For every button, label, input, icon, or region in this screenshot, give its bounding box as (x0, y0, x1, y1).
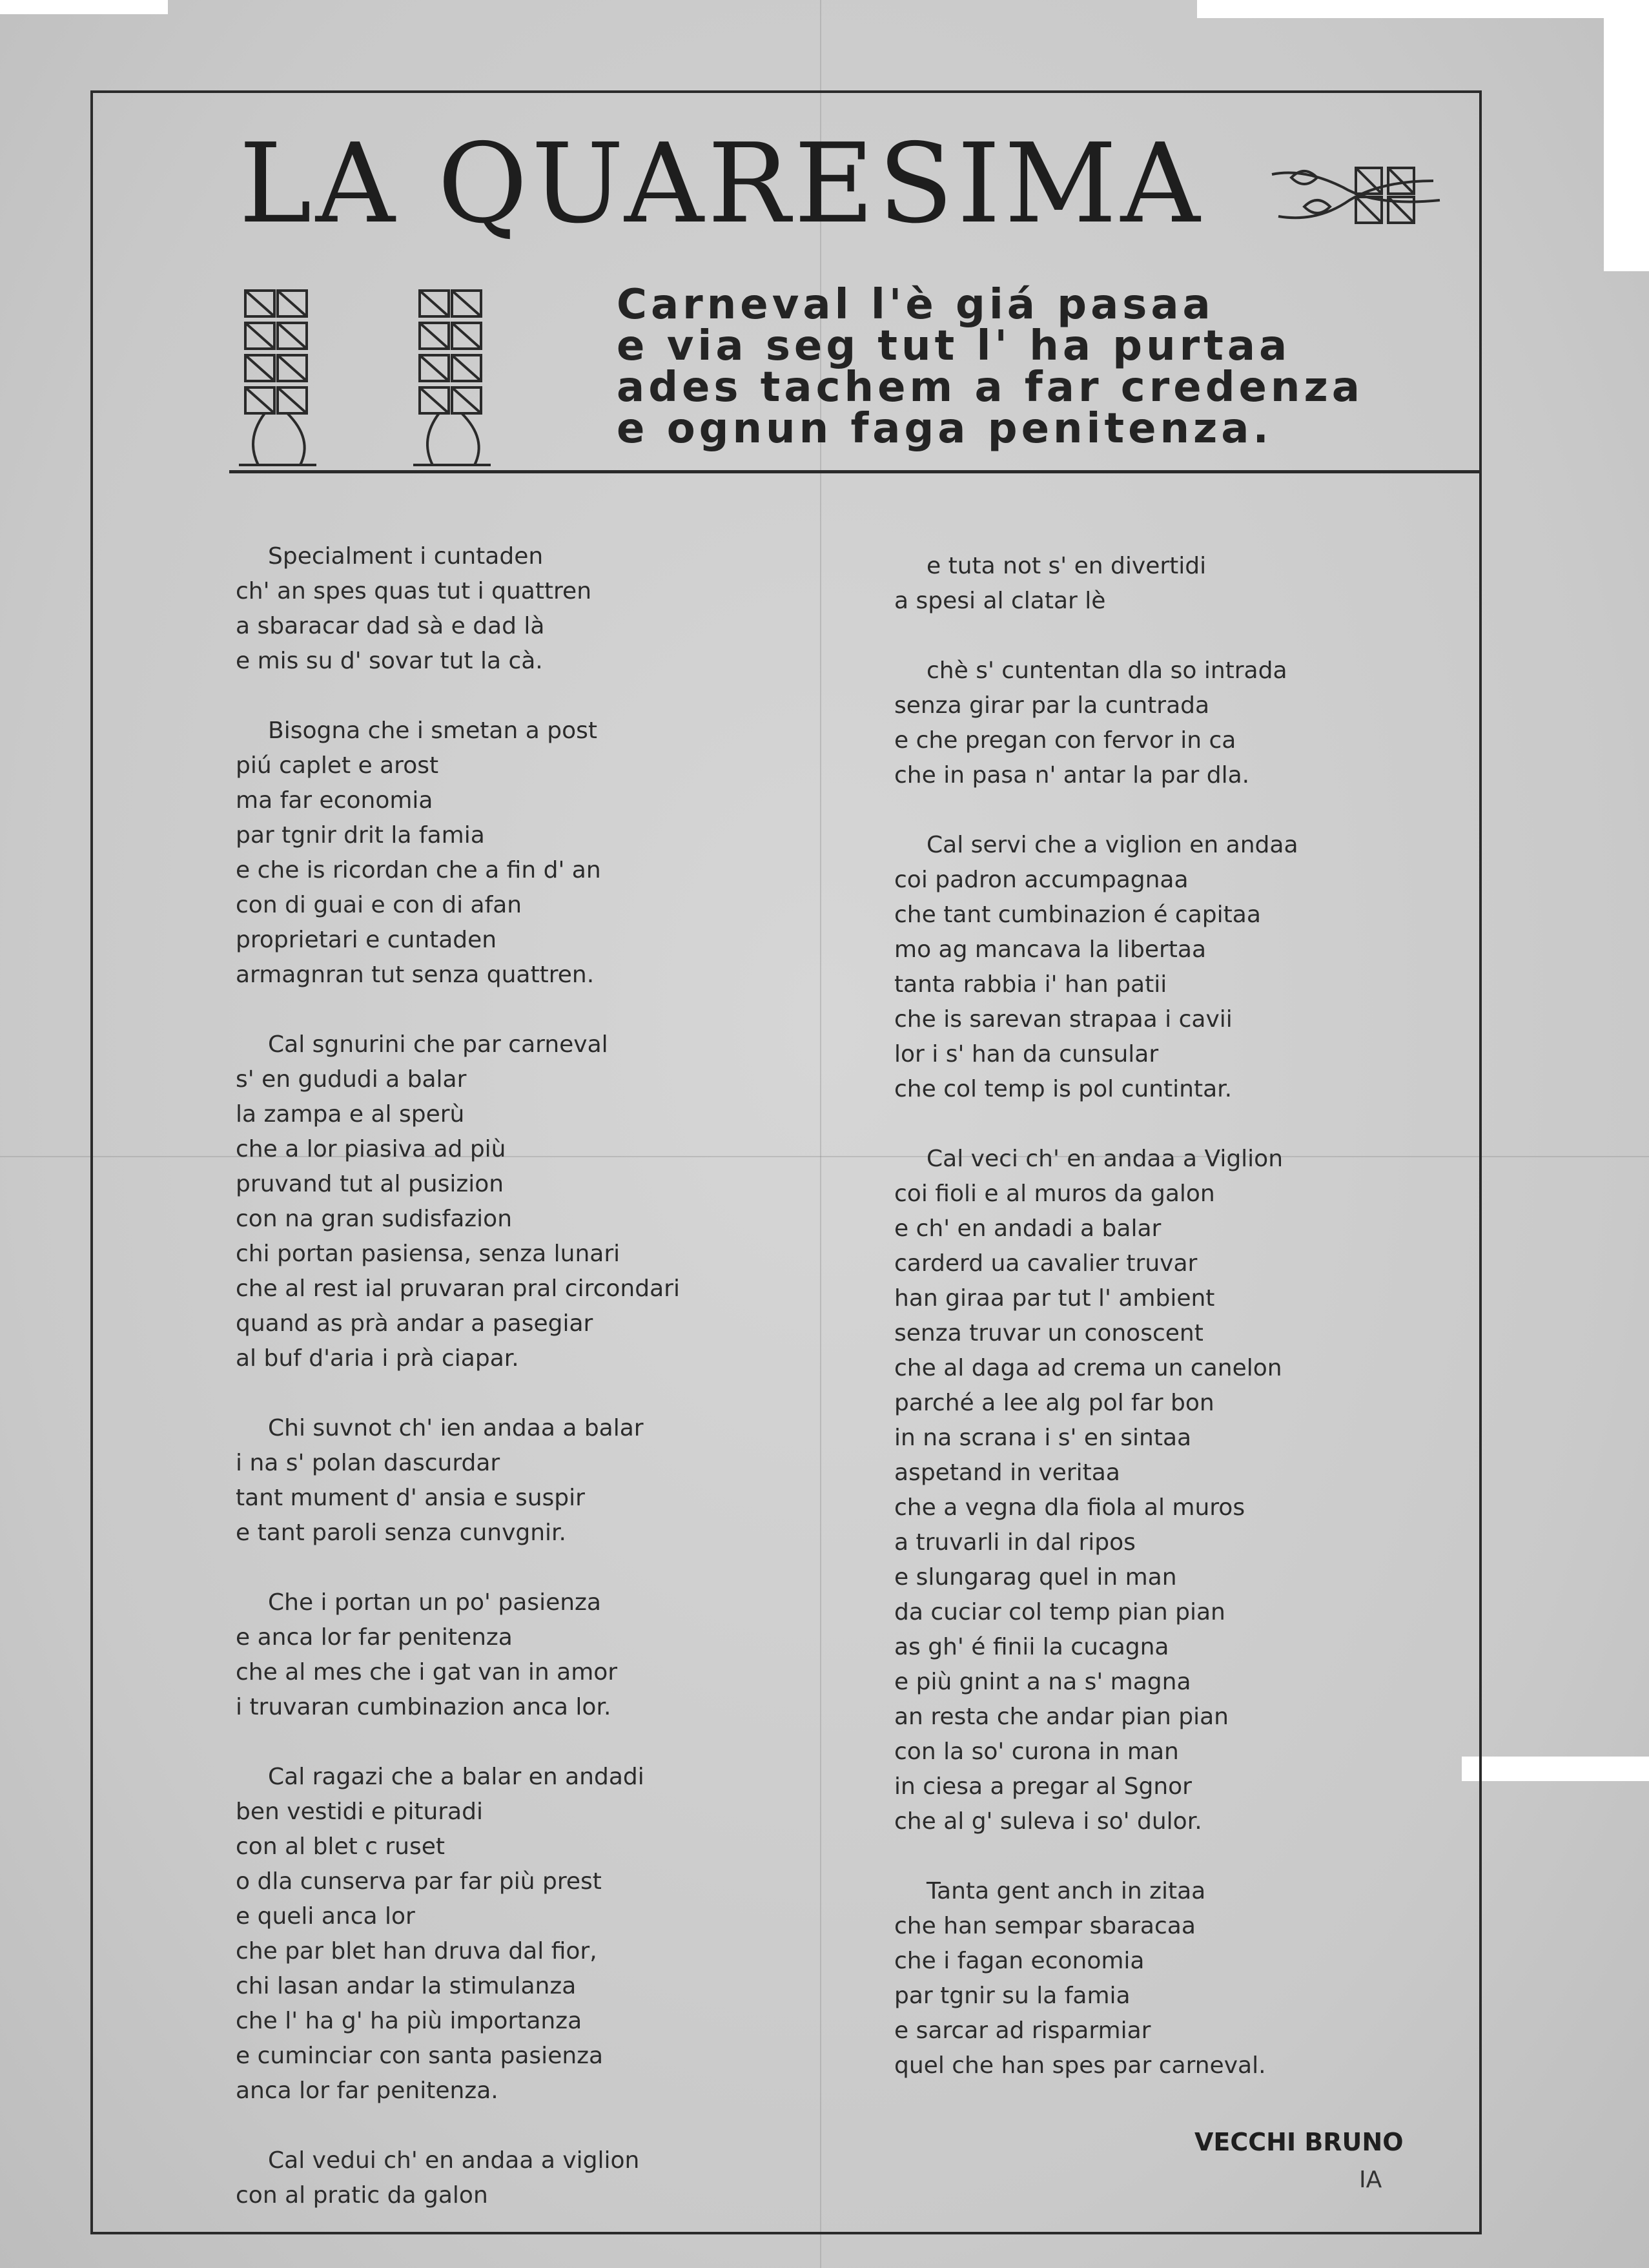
poem-line: an resta che andar pian pian (894, 1704, 1229, 1730)
poem-line: armagnran tut senza quattren. (236, 962, 595, 988)
poem-line: che par blet han druva dal fior, (236, 1938, 597, 1964)
poem-line: a truvarli in dal ripos (894, 1529, 1136, 1556)
poem-line: par tgnir drit la famia (236, 822, 485, 849)
poem-line: che al mes che i gat van in amor (236, 1659, 618, 1686)
poem-line: che i fagan economia (894, 1948, 1145, 1974)
poem-stanza (894, 549, 1449, 619)
poem-line: i truvaran cumbinazion anca lor. (236, 1694, 611, 1720)
epigraph-line: e ognun faga penitenza. (617, 405, 1273, 453)
poem-line: senza truvar un conoscent (894, 1320, 1203, 1346)
poem-line: Chi suvnot ch' ien andaa a balar (268, 1415, 644, 1441)
poem-stanza (236, 1760, 817, 2108)
poem-line: da cuciar col temp pian pian (894, 1599, 1225, 1625)
poem-line: proprietari e cuntaden (236, 927, 497, 953)
poem-line: con di guai e con di afan (236, 892, 522, 918)
poem-line: e che pregan con fervor in ca (894, 727, 1236, 754)
poem-line: tant mument d' ansia e suspir (236, 1485, 585, 1511)
poem-stanza (894, 1874, 1449, 2083)
poem-line: par tgnir su la famia (894, 1983, 1131, 2009)
poem-line: che is sarevan strapaa i cavii (894, 1006, 1233, 1033)
poem-line: che al rest ial pruvaran pral circondari (236, 1275, 680, 1302)
poem-stanza (894, 654, 1449, 793)
poem-stanza (236, 2143, 817, 2213)
poem-left-column (236, 539, 817, 2248)
poem-line: che al g' suleva i so' dulor. (894, 1808, 1202, 1835)
author-signature: VECCHI BRUNO (1194, 2128, 1404, 2156)
poem-line: e tuta not s' en divertidi (927, 553, 1207, 579)
poem-line: aspetand in veritaa (894, 1459, 1120, 1486)
poem-line: chi portan pasiensa, senza lunari (236, 1241, 620, 1267)
torn-corner (1604, 0, 1649, 271)
poem-line: ben vestidi e pituradi (236, 1799, 483, 1825)
poem-line: la zampa e al sperù (236, 1101, 465, 1128)
leaf-column-icon (232, 284, 323, 471)
leaf-column-icon (407, 284, 497, 471)
poem-stanza (894, 828, 1449, 1107)
poem-line: piú caplet e arost (236, 752, 439, 779)
poem-line: che a vegna dla fiola al muros (894, 1494, 1245, 1521)
poem-line: chi lasan andar la stimulanza (236, 1973, 577, 1999)
epigraph (617, 281, 1456, 453)
poem-line: pruvand tut al pusizion (236, 1171, 504, 1197)
header-divider (229, 470, 1482, 473)
poem-line: ma far economia (236, 787, 433, 814)
epigraph-line: ades tachem a far credenza (617, 364, 1364, 411)
poem-line: con al blet c ruset (236, 1833, 446, 1860)
poem-stanza (236, 539, 817, 679)
poem-line: che a lor piasiva ad più (236, 1136, 506, 1162)
poem-line: che l' ha g' ha più importanza (236, 2008, 582, 2034)
poem-line: quand as prà andar a pasegiar (236, 1310, 593, 1337)
poem-line: con al pratic da galon (236, 2182, 488, 2209)
poem-line: e anca lor far penitenza (236, 1624, 513, 1651)
poem-line: che tant cumbinazion é capitaa (894, 902, 1261, 928)
poem-line: e più gnint a na s' magna (894, 1669, 1191, 1695)
poem-line: che han sempar sbaracaa (894, 1913, 1196, 1939)
poem-line: a sbaracar dad sà e dad là (236, 613, 545, 639)
poem-line: e cuminciar con santa pasienza (236, 2043, 604, 2069)
poem-line: Bisogna che i smetan a post (268, 717, 597, 744)
poem-line: e queli anca lor (236, 1903, 415, 1930)
poem-line: e sarcar ad risparmiar (894, 2017, 1151, 2044)
poem-line: e ch' en andadi a balar (894, 1215, 1162, 1242)
poem-line: in na scrana i s' en sintaa (894, 1425, 1192, 1451)
poem-line: carderd ua cavalier truvar (894, 1250, 1198, 1277)
poem-line: Cal veci ch' en andaa a Viglion (927, 1146, 1284, 1172)
poem-stanza (236, 1585, 817, 1725)
poem-line: Cal servi che a viglion en andaa (927, 832, 1298, 858)
poem-stanza (236, 1027, 817, 1376)
poem-line: o dla cunserva par far più prest (236, 1868, 602, 1895)
poem-line: quel che han spes par carneval. (894, 2052, 1266, 2079)
epigraph-line: Carneval l'è giá pasaa (617, 281, 1214, 329)
torn-corner (0, 0, 168, 14)
poem-line: Che i portan un po' pasienza (268, 1589, 601, 1616)
poem-line: e mis su d' sovar tut la cà. (236, 648, 543, 674)
poem-line: coi padron accumpagnaa (894, 867, 1189, 893)
poem-line: s' en gududi a balar (236, 1066, 467, 1093)
leaf-ornament-icon (1265, 161, 1446, 232)
poem-line: as gh' é finii la cucagna (894, 1634, 1169, 1660)
poem-stanza (236, 714, 817, 993)
poem-line: Tanta gent anch in zitaa (927, 1878, 1206, 1904)
poem-line: parché a lee alg pol far bon (894, 1390, 1214, 1416)
poem-line: Cal sgnurini che par carneval (268, 1031, 608, 1058)
poem-line: chè s' cuntentan dla so intrada (927, 657, 1287, 684)
poem-line: tanta rabbia i' han patii (894, 971, 1167, 998)
poem-line: in ciesa a pregar al Sgnor (894, 1773, 1192, 1800)
poem-right-column (894, 549, 1449, 2118)
poem-line: Specialment i cuntaden (268, 543, 544, 570)
poem-line: con la so' curona in man (894, 1738, 1179, 1765)
poem-line: lor i s' han da cunsular (894, 1041, 1159, 1067)
poem-line: a spesi al clatar lè (894, 588, 1106, 614)
poem-line: ch' an spes quas tut i quattren (236, 578, 592, 604)
poem-line: che in pasa n' antar la par dla. (894, 762, 1250, 789)
poem-line: al buf d'aria i prà ciapar. (236, 1345, 519, 1372)
poem-stanza (236, 1411, 817, 1551)
epigraph-line: e via seg tut l' ha purtaa (617, 322, 1291, 370)
poem-line: e tant paroli senza cunvgnir. (236, 1520, 566, 1546)
page-title: LA QUARESIMA (239, 120, 1204, 248)
poem-line: coi fioli e al muros da galon (894, 1180, 1215, 1207)
poem-line: e slungarag quel in man (894, 1564, 1177, 1591)
poem-line: con na gran sudisfazion (236, 1206, 513, 1232)
poem-line: che col temp is pol cuntintar. (894, 1076, 1233, 1102)
printer-initials: IA (1359, 2167, 1382, 2193)
poem-line: Cal vedui ch' en andaa a viglion (268, 2147, 640, 2174)
poem-line: che al daga ad crema un canelon (894, 1355, 1282, 1381)
poem-stanza (894, 1142, 1449, 1839)
poem-line: mo ag mancava la libertaa (894, 936, 1207, 963)
poem-line: Cal ragazi che a balar en andadi (268, 1764, 644, 1790)
poem-line: han giraa par tut l' ambient (894, 1285, 1215, 1312)
poem-line: i na s' polan dascurdar (236, 1450, 500, 1476)
torn-edge (1462, 1757, 1649, 1781)
torn-corner (1197, 0, 1649, 18)
poem-line: senza girar par la cuntrada (894, 692, 1210, 719)
poem-line: e che is ricordan che a fin d' an (236, 857, 601, 883)
poem-line: anca lor far penitenza. (236, 2077, 498, 2104)
